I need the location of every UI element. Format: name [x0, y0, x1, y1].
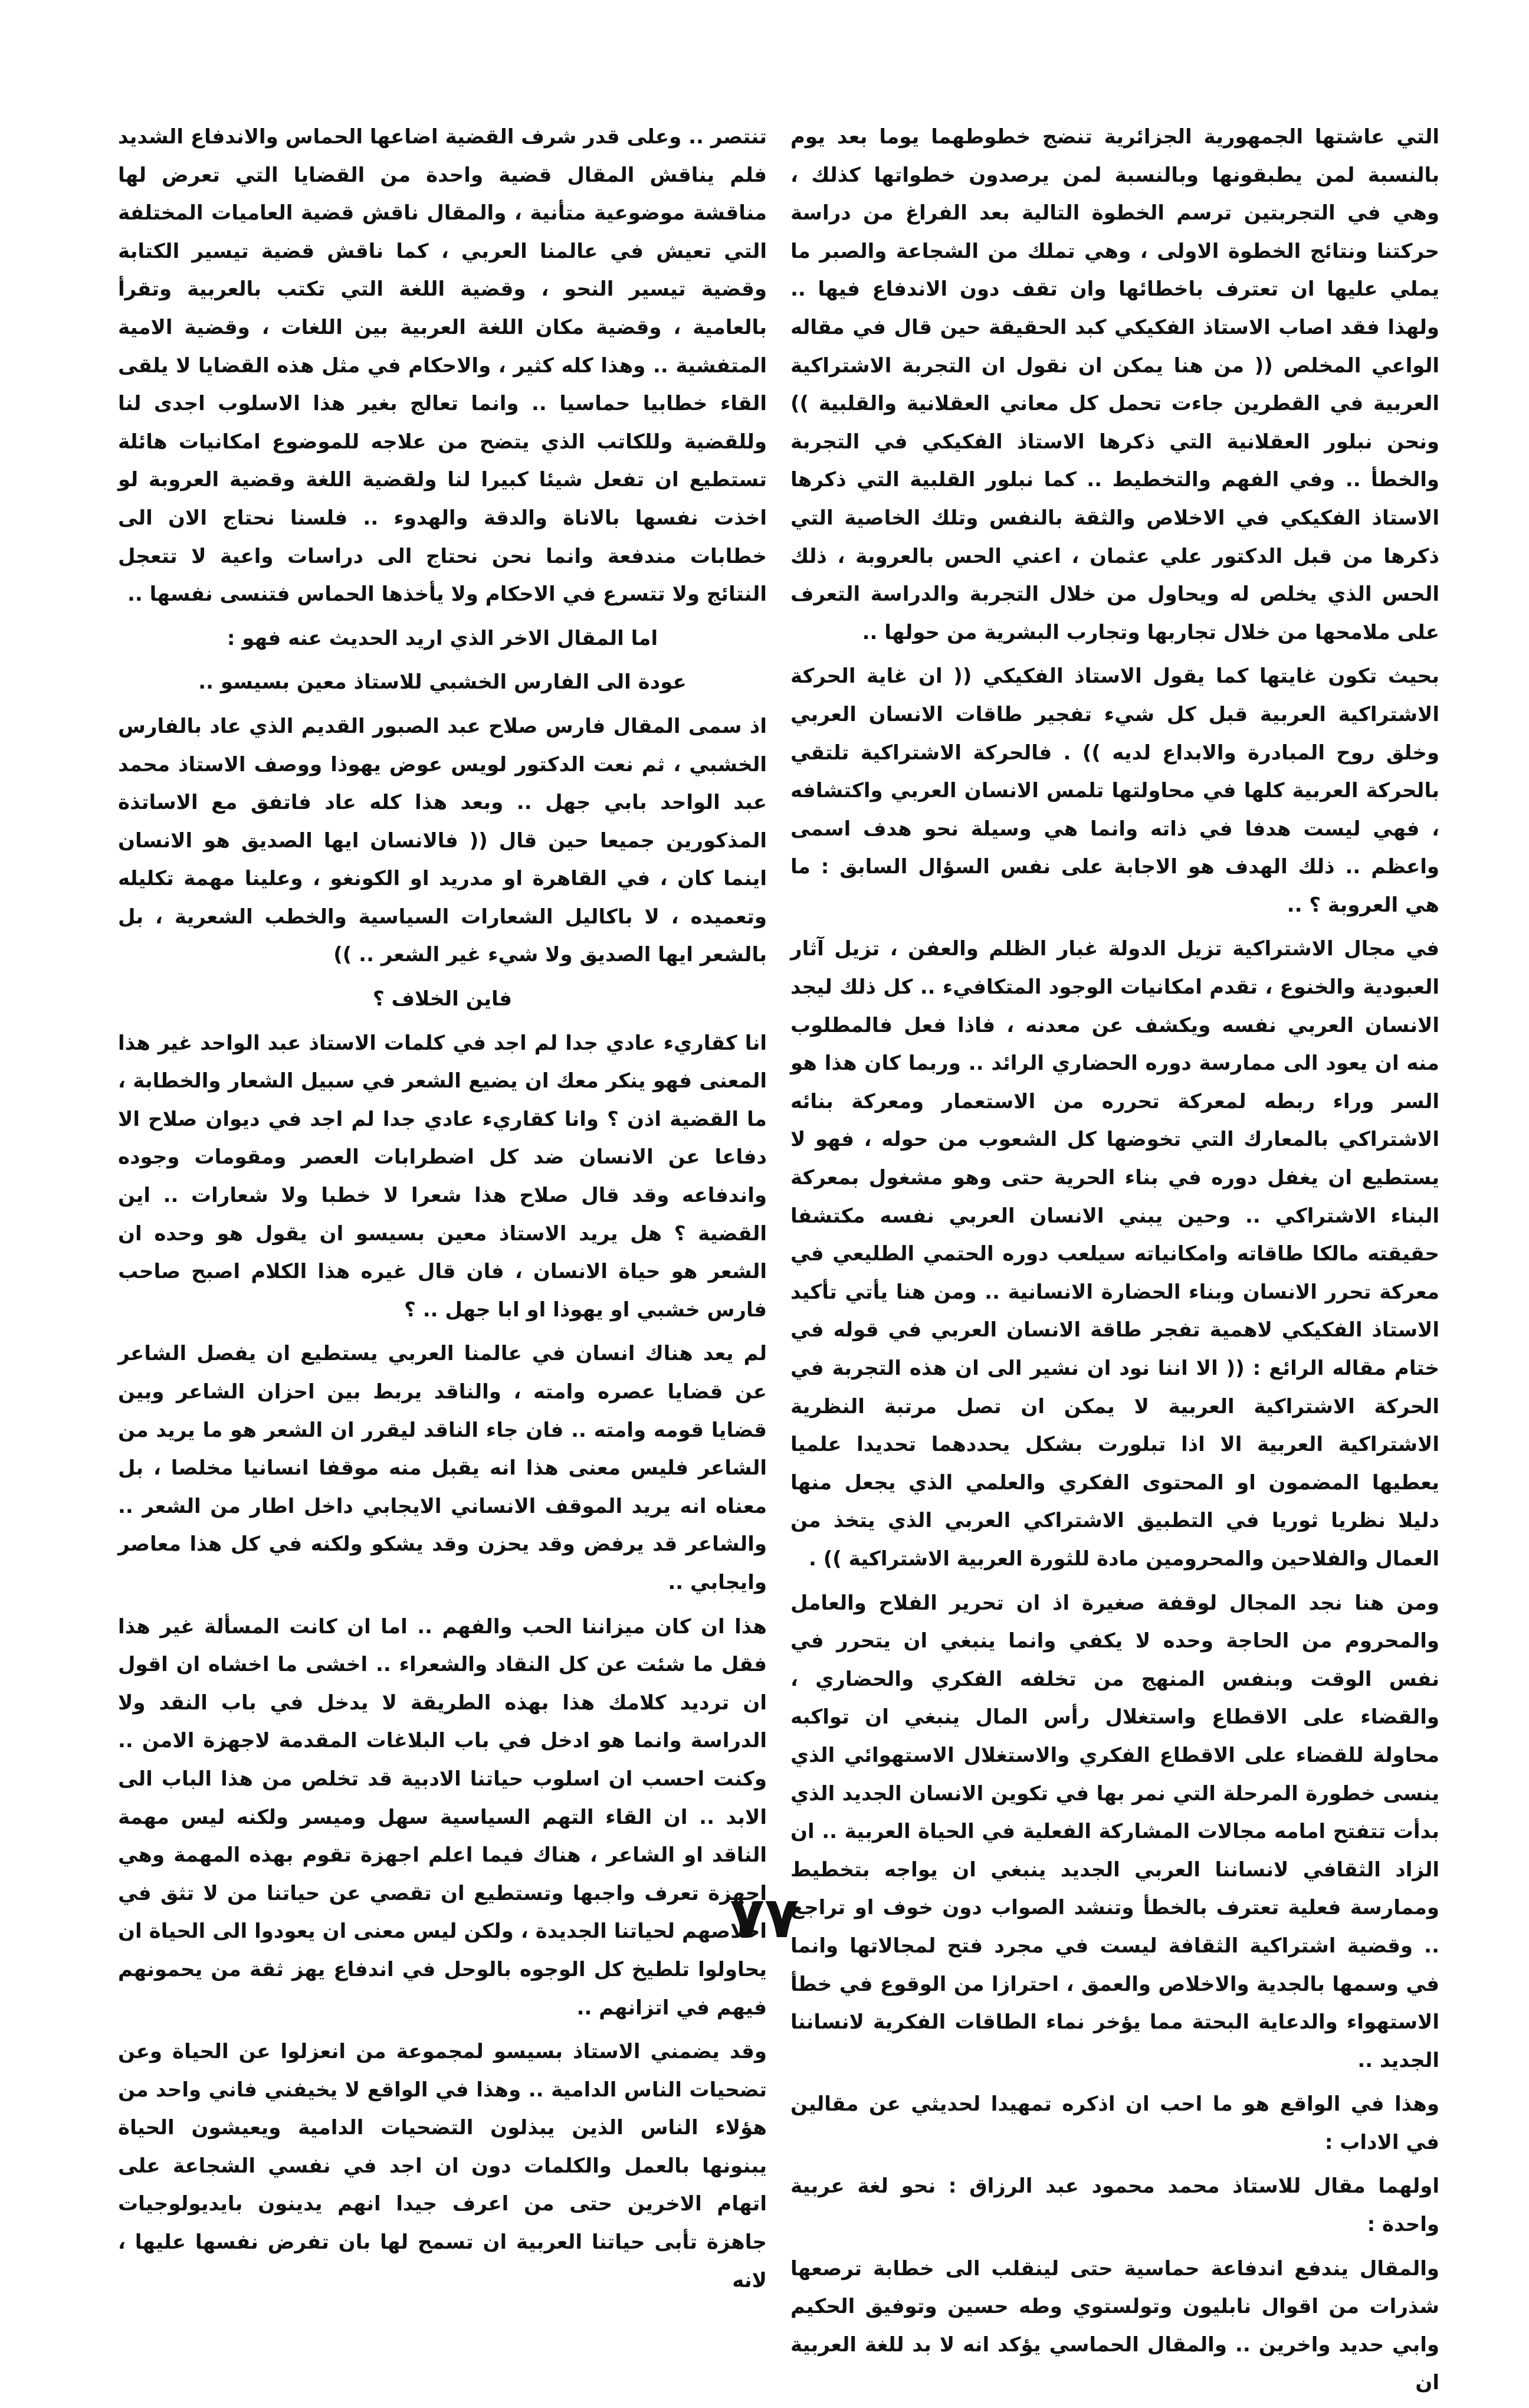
paragraph: والمقال يندفع اندفاعة حماسية حتى لينقلب الى خطابة ترصعها شذرات من اقوال نابليون وتولستوي وطه حسين وتوفيق الحكيم وابي حديد واخرين .. والمقال الحماسي يؤكد انه لا بد للغة العربية ان [790, 2256, 1439, 2395]
paragraph: وهذا في الواقع هو ما احب ان اذكره تمهيدا لحديثي عن مقالين في الاداب : [790, 2092, 1439, 2154]
left-column [118, 118, 767, 2305]
paragraph: لم يعد هناك انسان في عالمنا العربي يستطيع ان يفصل الشاعر عن قضايا عصره وامته ، والناقد يربط بين احزان الشاعر وبين قضايا قومه وامته .. فان جاء الناقد ليقرر ان الشعر هو ما يريد من الشاعر فليس معنى هذا انه يقبل منه موقفا انسانيا مخلصا ، بل معناه انه يريد الموقف الانساني الايجابي داخل اطار من الشعر .. والشاعر قد يرفض وقد يحزن وقد يشكو ولكنه في كل هذا معاصر وايجابي .. [118, 1342, 767, 1594]
paragraph: هذا ان كان ميزاننا الحب والفهم .. اما ان كانت المسألة غير هذا فقل ما شئت عن كل النقاد والشعراء .. اخشى ما اخشاه ان اقول ان ترديد كلامك هذا بهذه الطريقة لا يدخل في باب النقد ولا الدراسة وانما هو ادخل في باب البلاغات المقدمة لاجهزة الامن .. وكنت احسب ان اسلوب حياتنا الادبية قد تخلص من هذا الباب الى الابد .. ان القاء التهم السياسية سهل وميسر ولكنه ليس مهمة الناقد او الشاعر ، هناك فيما اعلم اجهزة تقوم بهذه المهمة وهي اجهزة تعرف واجبها وتستطيع ان تقصي عن حياتنا من لا تثق في اخلاصهم لحياتنا الجديدة ، ولكن ليس معنى ان يعودوا الى الحياة ان يحاولوا تلطيخ كل الوجوه بالوحل في اندفاع يهز ثقة من يحمونهم فيهم في اتزانهم .. [118, 1614, 767, 2020]
paragraph: بحيث تكون غايتها كما يقول الاستاذ الفكيكي (( ان غاية الحركة الاشتراكية العربية قبل كل شيء تفجير طاقات الانسان العربي وخلق روح المبادرة والابداع لديه )) . فالحركة الاشتراكية تلتقي بالحركة العربية كلها في محاولتها تلمس الانسان العربي واكتشافه ، فهي ليست هدفا في ذاته وانما هي وسيلة نحو هدف اسمى واعظم .. ذلك الهدف هو الاجابة على نفس السؤال السابق : ما هي العروبة ؟ .. [790, 664, 1439, 917]
page-number: ٧٧ [730, 1885, 799, 1951]
intro-line: اما المقال الاخر الذي اريد الحديث عنه فهو : [227, 626, 658, 650]
paragraph: ومن هنا نجد المجال لوقفة صغيرة اذ ان تحرير الفلاح والعامل والمحروم من الحاجة وحده لا يكفي وانما ينبغي ان يتحرر في نفس الوقت وبنفس المنهج من تخلفه الفكري والحضاري ، والقضاء على الاقطاع واستغلال رأس المال ينبغي ان تواكبه محاولة للقضاء على الاقطاع الفكري والاستغلال الاستهوائي الذي ينسى خطورة المرحلة التي نمر بها في تكوين الانسان الجديد الذي بدأت تتفتح امامه مجالات المشاركة الفعلية في الحياة العربية .. ان الزاد الثقافي لانساننا العربي الجديد ينبغي ان يواجه بتخطيط وممارسة فعلية تعترف بالخطأ وتنشد الصواب دون خوف او تراجع .. وقضية اشتراكية الثقافة ليست في مجرد فتح لمجالاتها وانما في وسمها بالجدية والاخلاص والعمق ، احترازا من الوقوع في خطأ الاستهواء والدعاية البحتة مما يؤخر نماء الطاقات الفكرية لانساننا الجديد .. [790, 1591, 1439, 2072]
paragraph: التي عاشتها الجمهورية الجزائرية تنضج خطوطهما يوما بعد يوم بالنسبة لمن يطبقونها وبالنسبة لمن يرصدون خطواتها كذلك ، وهي في التجربتين ترسم الخطوة التالية بعد الفراغ من دراسة حركتنا ونتائج الخطوة الاولى ، وهي تملك من الشجاعة والصبر ما يملي عليها ان تعترف باخطائها وان تقف دون الاندفاع فيها .. ولهذا فقد اصاب الاستاذ الفكيكي كبد الحقيقة حين قال في مقاله الواعي المخلص (( من هنا يمكن ان نقول ان التجربة الاشتراكية العربية في القطرين جاءت تحمل كل معاني العقلانية والقلبية )) ونحن نبلور العقلانية التي ذكرها الاستاذ الفكيكي في التجربة والخطأ .. وفي الفهم والتخطيط .. كما نبلور القلبية التي ذكرها الاستاذ الفكيكي في الاخلاص والثقة بالنفس وتلك الخاصية التي ذكرها من قبل الدكتور علي عثمان ، اعني الحس بالعروبة ، ذلك الحس الذي يخلص له ويحاول من خلال التجربة والدراسة التعرف على ملامحها من خلال تجاربها وتجارب البشرية من حولها .. [790, 125, 1439, 644]
right-column [790, 118, 1439, 2408]
article-title-line: عودة الى الفارس الخشبي للاستاذ معين بسيسو .. [198, 670, 687, 694]
question-line: فاين الخلاف ؟ [372, 987, 513, 1011]
paragraph: تنتصر .. وعلى قدر شرف القضية اضاعها الحماس والاندفاع الشديد فلم يناقش المقال قضية واحدة من القضايا التي تعرض لها مناقشة موضوعية متأنية ، والمقال ناقش قضية العاميات المختلفة التي تعيش في عالمنا العربي ، كما ناقش قضية تيسير الكتابة وقضية تيسير النحو ، وقضية اللغة التي تكتب بالعربية وتقرأ بالعامية ، وقضية مكان اللغة العربية بين اللغات ، وقضية الامية المتفشية .. وهذا كله كثير ، والاحكام في مثل هذه القضايا لا يلقى القاء خطابيا حماسيا .. وانما تعالج بغير هذا الاسلوب اجدى لنا وللقضية وللكاتب الذي يتضح من علاجه للموضوع امكانيات هائلة تستطيع ان تفعل شيئا كبيرا لنا ولقضية اللغة وقضية العروبة لو اخذت نفسها بالاناة والدقة والهدوء .. فلسنا نحتاج الان الى خطابات مندفعة وانما نحن نحتاج الى دراسات واعية لا تتعجل النتائج ولا تتسرع في الاحكام ولا يأخذها الحماس فتنسى نفسها .. [118, 125, 767, 607]
paragraph: اذ سمى المقال فارس صلاح عبد الصبور القديم الذي عاد بالفارس الخشبي ، ثم نعت الدكتور لويس عوض يهوذا ووصف الاستاذ محمد عبد الواحد بابي جهل .. وبعد هذا كله عاد فاتفق مع الاساتذة المذكورين جميعا حين قال (( فالانسان ايها الصديق هو الانسان اينما كان ، في القاهرة او مدريد او الكونغو ، وعلينا مهمة تكليله وتعميده ، لا باكاليل الشعارات السياسية والخطب الشعرية ، بل بالشعر ايها الصديق ولا شيء غير الشعر .. )) [118, 714, 767, 967]
paragraph: في مجال الاشتراكية تزيل الدولة غبار الظلم والعفن ، تزيل آثار العبودية والخنوع ، تقدم امكانيات الوجود المتكافيء .. كل ذلك ليجد الانسان العربي نفسه ويكشف عن معدنه ، فاذا فعل فالمطلوب منه ان يعود الى ممارسة دوره الحضاري الرائد .. وربما كان هذا هو السر وراء ربطه لمعركة تحرره من الاستعمار ومعركة بنائه الاشتراكي بالمعارك التي تخوضها كل الشعوب من حوله ، فهو لا يستطيع ان يغفل دوره في بناء الحرية حتى وهو مشغول بمعركة البناء الاشتراكي .. وحين يبني الانسان العربي نفسه مكتشفا حقيقته مالكا طاقاته وامكانياته سيلعب دوره الحتمي الطليعي في معركة تحرر الانسان وبناء الحضارة الانسانية .. ومن هنا يأتي تأكيد الاستاذ الفكيكي لاهمية تفجر طاقة الانسان العربي في قوله في ختام مقاله الرائع : (( الا اننا نود ان نشير الى ان هذه التجربة في الحركة الاشتراكية العربية لا يمكن ان تصل مرتبة النظرية الاشتراكية العربية الا اذا تبلورت بشكل يحددهما تحديدا علميا يعطيها المضمون او المحتوى الفكري والعلمي الذي يجعل منها دليلا نظريا ثوريا في التطبيق الاشتراكي العربي الذي يتخذ من العمال والفلاحين والمحرومين مادة للثورة العربية الاشتراكية )) . [790, 937, 1439, 1571]
paragraph: وقد يضمني الاستاذ بسيسو لمجموعة من انعزلوا عن الحياة وعن تضحيات الناس الدامية .. وهذا في الواقع لا يخيفني فاني واحد من هؤلاء الناس الذين يبذلون التضحيات الدامية ويعيشون الحياة يبنونها بالعمل والكلمات دون ان اجد في نفسي الشجاعة على اتهام الاخرين حتى من اعرف جيدا انهم يدينون بايديولوجيات جاهزة تأبى حياتنا العربية ان تسمح لها بان تفرض نفسها عليها ، لانه [118, 2040, 767, 2292]
article-title-line: اولهما مقال للاستاذ محمد محمود عبد الرزاق : نحو لغة عربية واحدة : [790, 2174, 1439, 2237]
paragraph: انا كقاريء عادي جدا لم اجد في كلمات الاستاذ عبد الواحد غير هذا المعنى فهو ينكر معك ان يضيع الشعر في سبيل الشعار والخطابة ، ما القضية اذن ؟ وانا كقاريء عادي جدا لم اجد في ديوان صلاح الا دفاعا عن الانسان ضد كل اضطرابات العصر ومقومات وجوده واندفاعه وقد قال صلاح هذا شعرا لا خطبا ولا شعارات .. اين القضية ؟ هل يريد الاستاذ معين بسيسو ان يقول هو وحده ان الشعر هو حياة الانسان ، فان قال غيره هذا الكلام اصبح صاحب فارس خشبي او يهوذا او ابا جهل .. ؟ [118, 1031, 767, 1322]
